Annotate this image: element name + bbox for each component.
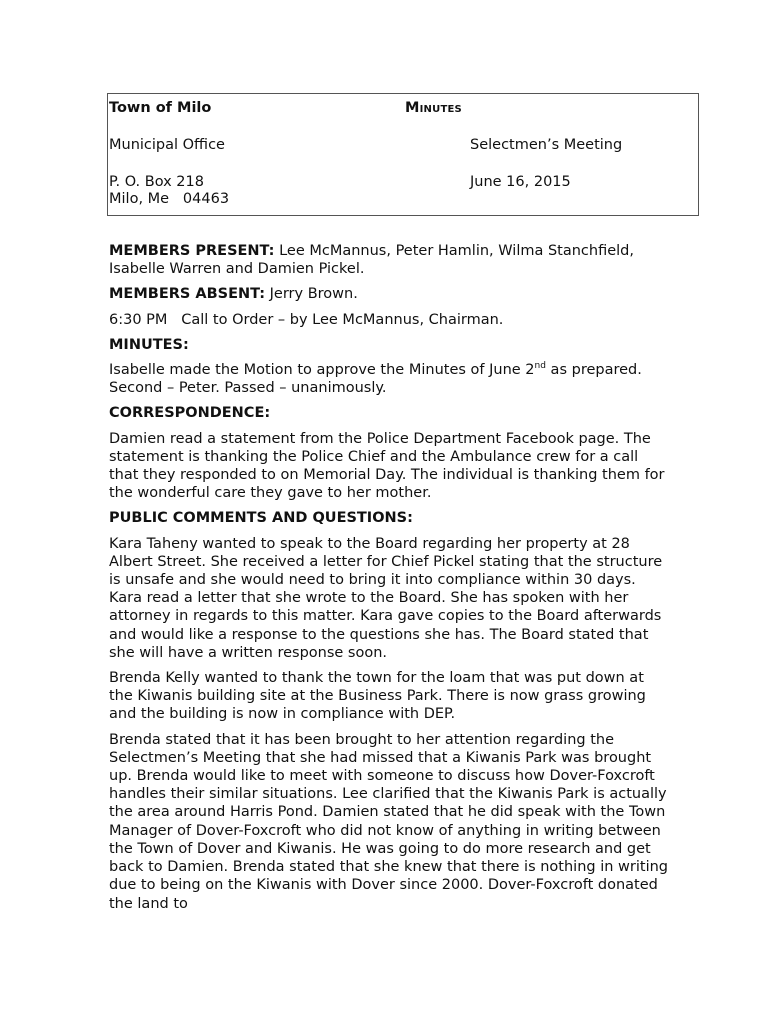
minutes-text-end: as prepared. Second – Peter. Passed – unanimously.	[109, 362, 642, 397]
city-zip: Milo, Me 04463	[109, 191, 230, 207]
town-name: Town of Milo	[109, 100, 212, 116]
po-box: P. O. Box 218	[109, 174, 204, 190]
ordinal-suffix: nd	[534, 361, 546, 372]
minutes-text-start: Isabelle made the Motion to approve the Minutes of June 2	[109, 362, 535, 379]
document-type: Minutes	[405, 100, 462, 116]
members-absent-text: Jerry Brown.	[265, 286, 358, 303]
members-absent-label: MEMBERS ABSENT:	[109, 286, 266, 303]
meeting-type: Selectmen’s Meeting	[470, 137, 623, 153]
office-name: Municipal Office	[109, 137, 225, 153]
public-comments-heading: PUBLIC COMMENTS AND QUESTIONS:	[109, 510, 413, 527]
minutes-body	[109, 242, 669, 920]
public-comment-paragraph: Brenda stated that it has been brought to her attention regarding the Selectmen’s Meeting that she had missed that a Kiwanis Park was brought up. Brenda would like to meet with someone to discuss how Dover-Foxcroft handles their similar situations. Lee clarified that the Kiwanis Park is actually the area around Harris Pond. Damien stated that he did speak with the Town Manager of Dover-Foxcroft who did not know of anything in writing between the Town of Dover and Kiwanis. He was going to do more research and get back to Damien. Brenda stated that she knew that there is nothing in writing due to being on the Kiwanis with Dover since 2000. Dover-Foxcroft donated the land to	[109, 731, 668, 912]
letterhead-box	[107, 93, 699, 216]
members-absent	[109, 285, 669, 303]
call-to-order: 6:30 PM Call to Order – by Lee McMannus, Chairman.	[109, 311, 504, 328]
minutes-heading: MINUTES:	[109, 336, 189, 353]
correspondence-heading: CORRESPONDENCE:	[109, 405, 271, 422]
meeting-date: June 16, 2015	[470, 174, 571, 190]
members-present	[109, 242, 669, 278]
public-comment-paragraph: Brenda Kelly wanted to thank the town for the loam that was put down at the Kiwanis building site at the Business Park. There is now grass growing and the building is now in compliance with DEP.	[109, 670, 646, 723]
minutes-paragraph	[109, 361, 669, 397]
members-present-text: Lee McMannus, Peter Hamlin, Wilma Stanchfield, Isabelle Warren and Damien Pickel.	[109, 243, 634, 278]
public-comment-paragraph: Kara Taheny wanted to speak to the Board regarding her property at 28 Albert Street. She received a letter for Chief Pickel stating that the structure is unsafe and she would need to bring it into compliance within 30 days. Kara read a letter that she wrote to the Board. She has spoken with her attorney in regards to this matter. Kara gave copies to the Board afterwards and would like a response to the questions she has. The Board stated that she will have a written response soon.	[109, 535, 663, 661]
correspondence-paragraph: Damien read a statement from the Police Department Facebook page. The statement is thanking the Police Chief and the Ambulance crew for a call that they responded to on Memorial Day. The individual is thanking them for the wonderful care they gave to her mother.	[109, 430, 665, 502]
members-present-label: MEMBERS PRESENT:	[109, 243, 275, 259]
